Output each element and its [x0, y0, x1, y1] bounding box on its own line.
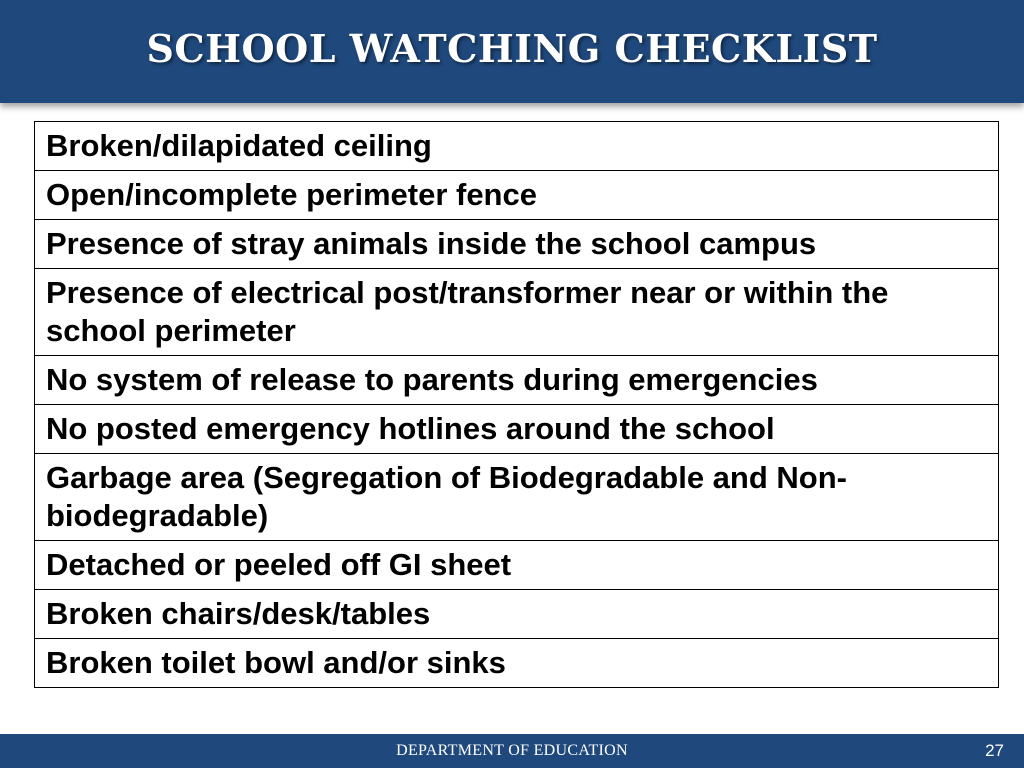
footer-bar — [0, 734, 1024, 768]
checklist-table — [34, 121, 999, 688]
checklist-item: Broken/dilapidated ceiling — [35, 122, 999, 171]
checklist-row — [35, 454, 999, 541]
checklist-item: Open/incomplete perimeter fence — [35, 171, 999, 220]
checklist-item: Presence of stray animals inside the school campus — [35, 220, 999, 269]
checklist-item: Broken chairs/desk/tables — [35, 590, 999, 639]
checklist-item: No system of release to parents during emergencies — [35, 356, 999, 405]
checklist-item: Presence of electrical post/transformer near or within the school perimeter — [35, 269, 999, 356]
checklist-row — [35, 122, 999, 171]
checklist-row — [35, 356, 999, 405]
footer-label: DEPARTMENT OF EDUCATION — [396, 742, 628, 759]
checklist-item: Detached or peeled off GI sheet — [35, 541, 999, 590]
checklist-item: Garbage area (Segregation of Biodegradable and Non-biodegradable) — [35, 454, 999, 541]
checklist-row — [35, 639, 999, 688]
page-number: 27 — [985, 741, 1004, 760]
checklist-row — [35, 541, 999, 590]
checklist-row — [35, 405, 999, 454]
checklist-item: No posted emergency hotlines around the school — [35, 405, 999, 454]
checklist-row — [35, 220, 999, 269]
checklist-row — [35, 590, 999, 639]
slide-title: SCHOOL WATCHING CHECKLIST — [146, 26, 878, 71]
title-bar — [0, 0, 1024, 103]
checklist-item: Broken toilet bowl and/or sinks — [35, 639, 999, 688]
checklist-row — [35, 269, 999, 356]
checklist-row — [35, 171, 999, 220]
